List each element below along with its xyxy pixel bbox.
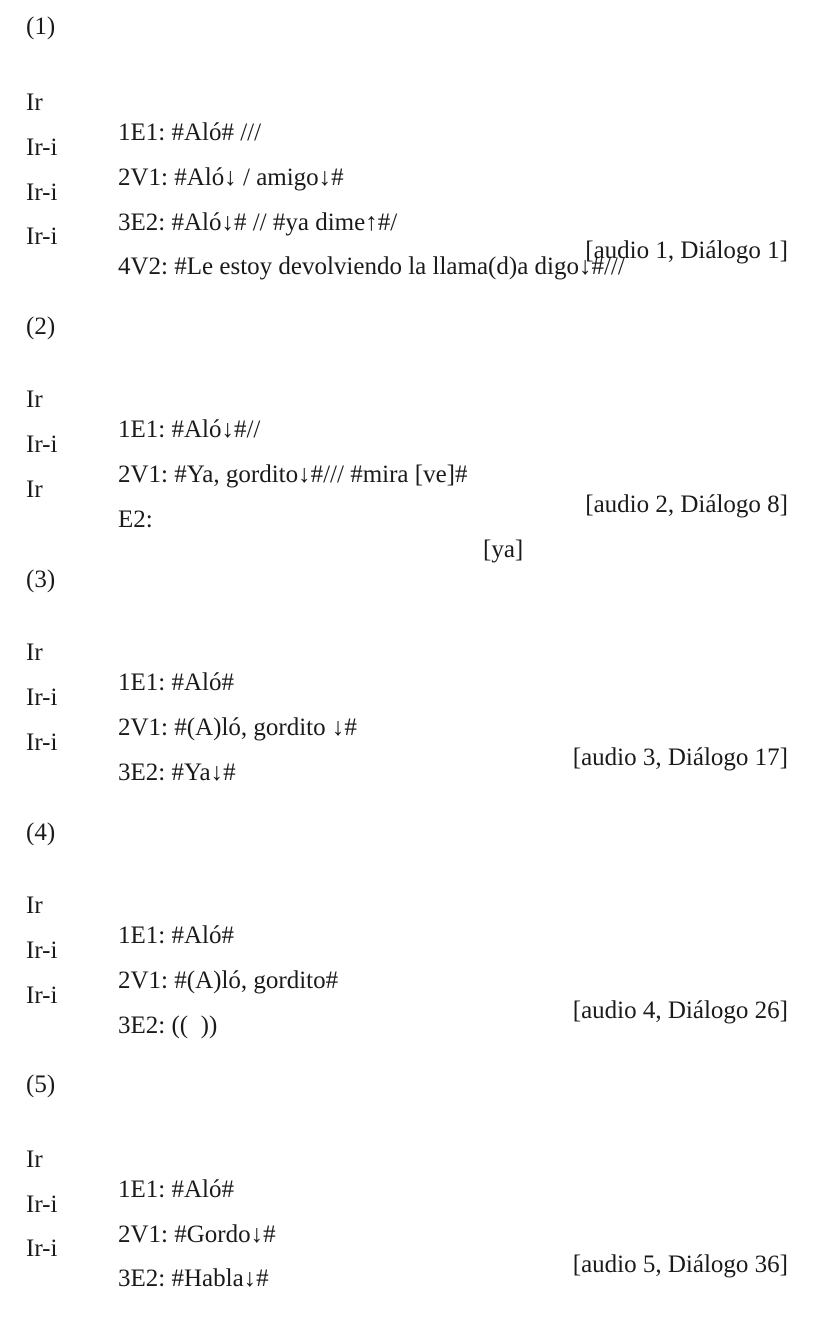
utterance-text: E2: <box>118 506 153 533</box>
utterance-text: 2V1: #(A)ló, gordito ↓# <box>118 714 357 741</box>
utterance-text: 1E1: #Aló# <box>118 669 234 696</box>
source-citation: [audio 3, Diálogo 17] <box>572 744 788 771</box>
transcript-line <box>0 906 824 994</box>
transcript-line <box>0 608 824 696</box>
utterance-text: 3E2: #Habla↓# <box>118 1265 269 1292</box>
intervention-code: Ir-i <box>26 1191 58 1218</box>
intervention-code: Ir-i <box>26 684 58 711</box>
source-citation: [audio 5, Diálogo 36] <box>572 1251 788 1278</box>
utterance-text: 1E1: #Aló# <box>118 1176 234 1203</box>
utterance-text: 2V1: #Aló↓ / amigo↓# <box>118 164 344 191</box>
utterance-text: 3E2: #Aló↓# // #ya dime↑#/ <box>118 209 398 236</box>
intervention-code: Ir-i <box>26 937 58 964</box>
intervention-code: Ir-i <box>26 982 58 1009</box>
example-number: (1) <box>26 13 56 40</box>
intervention-code: Ir <box>26 89 43 116</box>
intervention-code: Ir <box>26 892 43 919</box>
utterance-text: 4V2: #Le estoy devolviendo la llama(d)a digo↓#/// <box>118 253 625 280</box>
utterance-text: 2V1: #Gordo↓# <box>118 1221 276 1248</box>
transcript-line <box>0 1160 824 1248</box>
transcript-line <box>0 400 824 488</box>
example-number: (5) <box>26 1071 56 1098</box>
transcript-line <box>0 1115 824 1203</box>
source-citation: [audio 2, Diálogo 8] <box>585 491 788 518</box>
intervention-code: Ir-i <box>26 179 58 206</box>
intervention-code: Ir-i <box>26 223 58 250</box>
transcript-line <box>0 148 824 236</box>
example-number: (3) <box>26 566 56 593</box>
intervention-code: Ir-i <box>26 729 58 756</box>
source-citation: [audio 1, Diálogo 1] <box>585 237 788 264</box>
utterance-text: 2V1: #Ya, gordito↓#/// #mira [ve]# <box>118 461 468 488</box>
transcript-line <box>0 58 824 146</box>
example-number: (4) <box>26 819 56 846</box>
utterance-text: 1E1: #Aló# <box>118 922 234 949</box>
intervention-code: Ir <box>26 639 43 666</box>
utterance-text: 3E2: #Ya↓# <box>118 759 236 786</box>
intervention-code: Ir <box>26 1146 43 1173</box>
utterance-text: 1E1: #Aló# /// <box>118 119 262 146</box>
transcript-line <box>0 653 824 741</box>
utterance-text: 2V1: #(A)ló, gordito# <box>118 967 339 994</box>
utterance-text: 1E1: #Aló↓#// <box>118 416 261 443</box>
overlap-text: [ya] <box>483 536 524 563</box>
intervention-code: Ir <box>26 476 43 503</box>
example-number: (2) <box>26 313 56 340</box>
transcript-line <box>0 103 824 191</box>
source-citation: [audio 4, Diálogo 26] <box>572 997 788 1024</box>
intervention-code: Ir-i <box>26 1235 58 1262</box>
utterance-text: 3E2: (( )) <box>118 1012 218 1039</box>
transcript-line <box>0 355 824 443</box>
intervention-code: Ir-i <box>26 431 58 458</box>
transcript-line <box>0 861 824 949</box>
intervention-code: Ir <box>26 386 43 413</box>
intervention-code: Ir-i <box>26 134 58 161</box>
